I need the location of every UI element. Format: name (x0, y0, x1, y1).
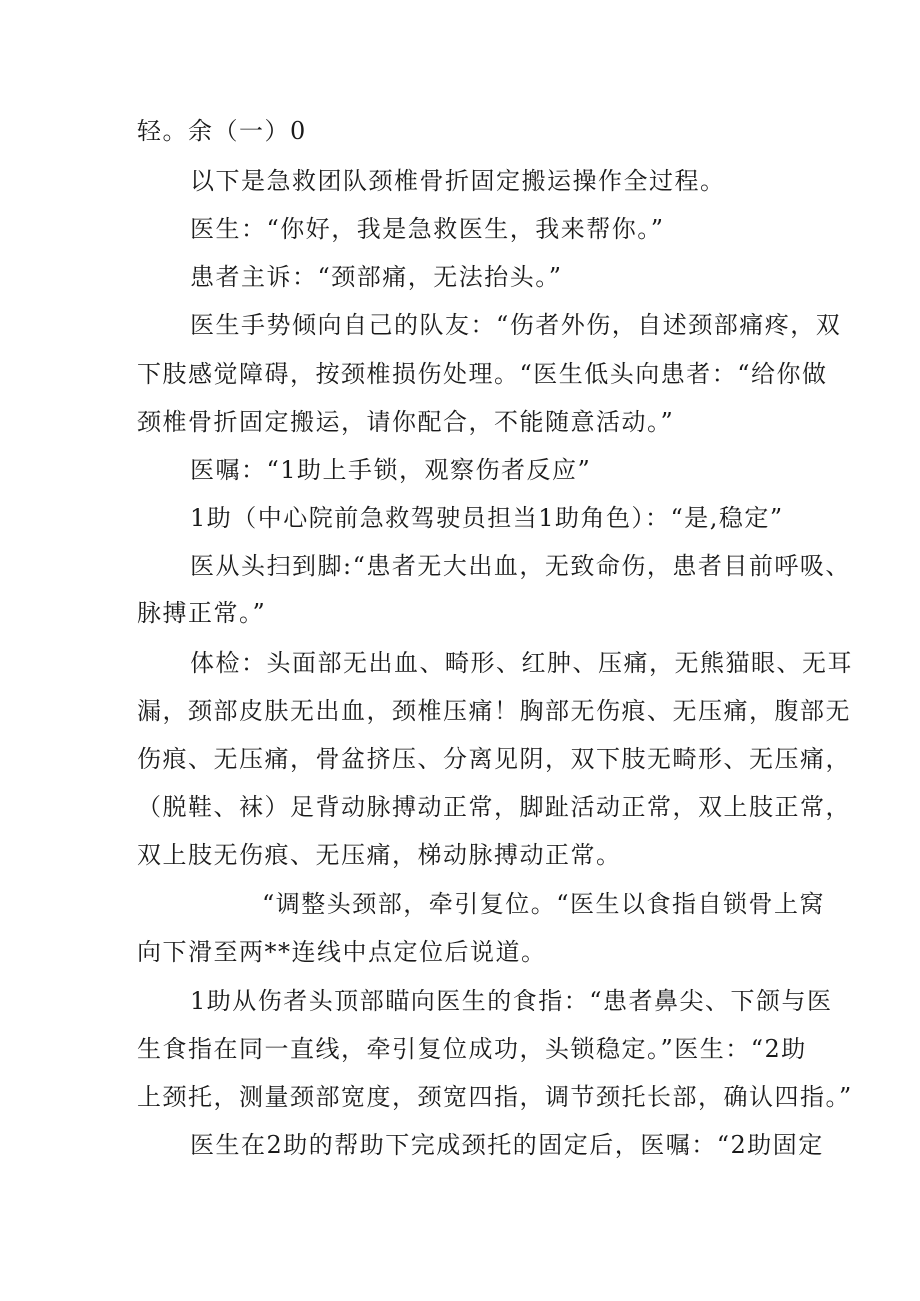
text-line-17: “调整头颈部，牵引复位。“医生以食指自锁骨上窝 (262, 890, 826, 918)
text-line-5: 医生手势倾向自己的队友：“伤者外伤，自述颈部痛疼，双 (190, 311, 842, 339)
text-line-13: 漏，颈部皮肤无出血，颈椎压痛！胸部无伤痕、无压痛，腹部无 (137, 697, 851, 725)
text-line-21: 上颈托，测量颈部宽度，颈宽四指，调节颈托长部，确认四指。” (137, 1083, 853, 1111)
text-line-22: 医生在2助的帮助下完成颈托的固定后，医嘱：“2助固定 (190, 1131, 824, 1159)
text-line-8: 医嘱：“1助上手锁，观察伤者反应” (190, 456, 592, 484)
text-line-14: 伤痕、无压痛，骨盆挤压、分离见阴，双下肢无畸形、无压痛， (137, 745, 851, 773)
text-line-16: 双上肢无伤痕、无压痛，梯动脉搏动正常。 (137, 841, 622, 869)
text-line-2: 以下是急救团队颈椎骨折固定搬运操作全过程。 (190, 167, 726, 195)
text-line-11: 脉搏正常。” (137, 599, 267, 627)
text-line-10: 医从头扫到脚:“患者无大出血，无致命伤，患者目前呼吸、 (190, 552, 851, 580)
text-line-6: 下肢感觉障碍，按颈椎损伤处理。“医生低头向患者：“给你做 (137, 360, 828, 388)
text-line-7: 颈椎骨折固定搬运，请你配合，不能随意活动。” (137, 408, 675, 436)
text-line-18: 向下滑至两**连线中点定位后说道。 (137, 938, 547, 966)
text-line-15: （脱鞋、袜）足背动脉搏动正常，脚趾活动正常，双上肢正常， (137, 793, 851, 821)
text-line-3: 医生：“你好，我是急救医生，我来帮你。” (190, 215, 665, 243)
text-line-20: 生食指在同一直线，牵引复位成功，头锁稳定。”医生：“2助 (137, 1035, 807, 1063)
text-line-1: 轻。余（一）0 (137, 117, 307, 145)
text-line-12: 体检：头面部无出血、畸形、红肿、压痛，无熊猫眼、无耳 (190, 649, 853, 677)
text-line-9: 1助（中心院前急救驾驶员担当1助角色）：“是,稳定” (190, 504, 784, 532)
text-line-19: 1助从伤者头顶部瞄向医生的食指：“患者鼻尖、下颌与医 (190, 987, 833, 1015)
text-line-4: 患者主诉：“颈部痛，无法抬头。” (190, 263, 563, 291)
